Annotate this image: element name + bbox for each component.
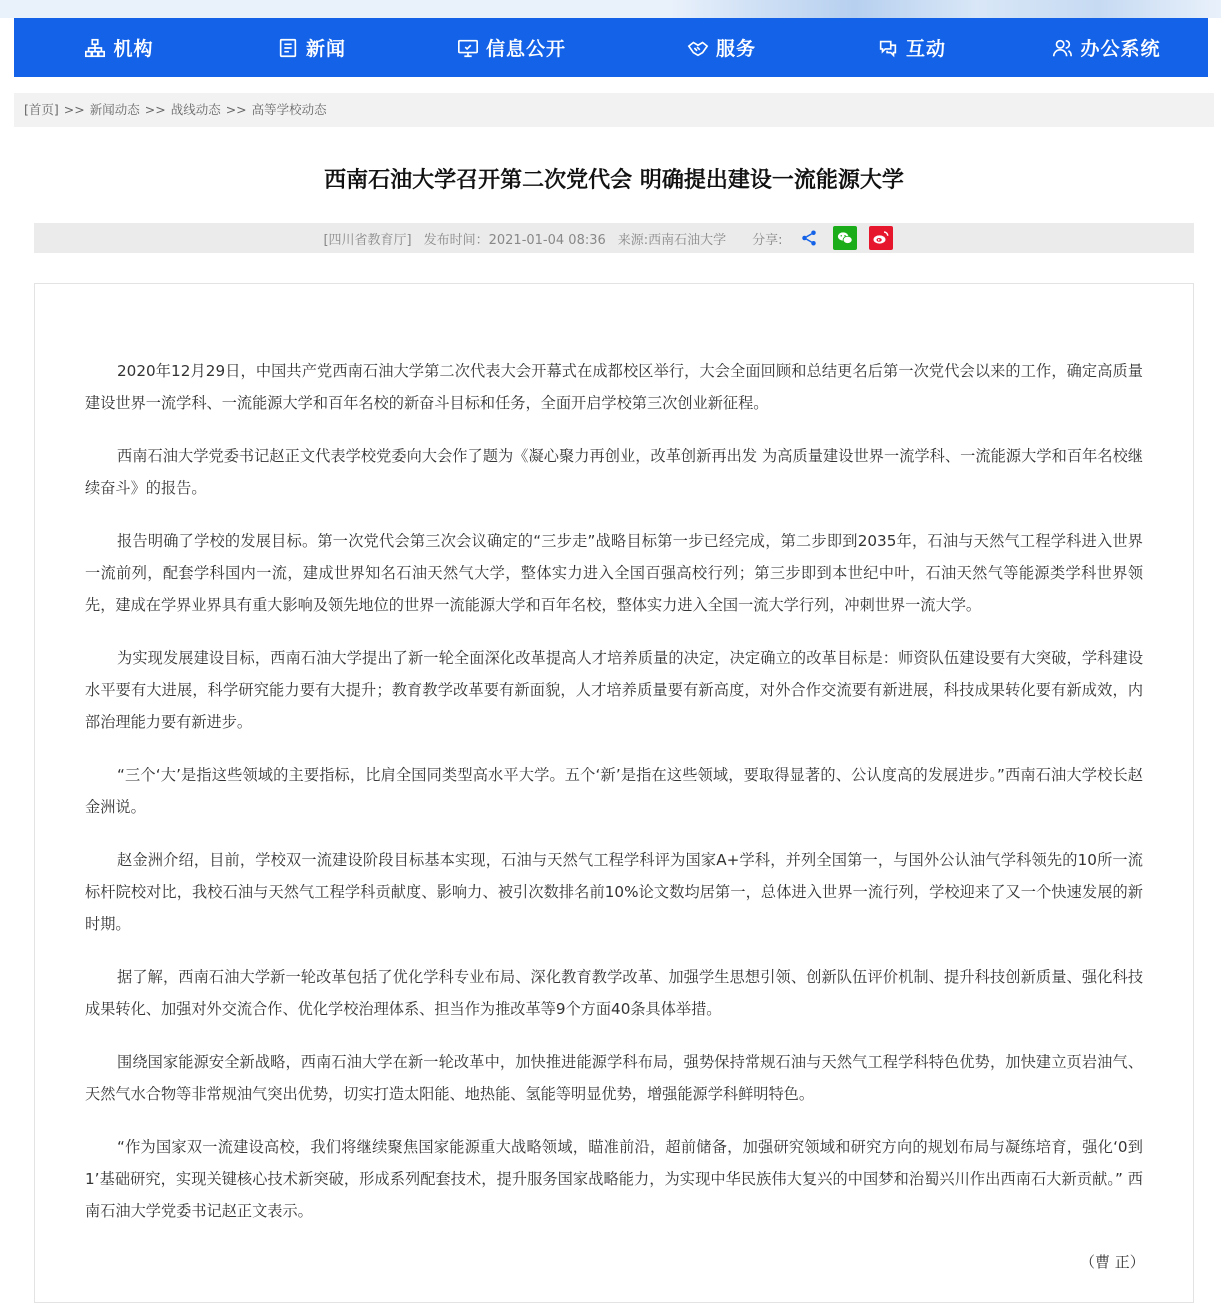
article-author: （曹 正） <box>1080 1253 1145 1271</box>
paragraph: 据了解，西南石油大学新一轮改革包括了优化学科专业布局、深化教育教学改革、加强学生思想引领、创新队伍评价机制、提升科技创新质量、强化科技成果转化、加强对外交流合作、优化学校治理体系、担当作为推改革等9个方面40条具体举措。 <box>85 968 1143 1018</box>
nav-label: 办公系统 <box>1080 38 1161 60</box>
paragraph: 围绕国家能源安全新战略，西南石油大学在新一轮改革中，加快推进能源学科布局，强势保持常规石油与天然气工程学科特色优势，加快建立页岩油气、天然气水合物等非常规油气突出优势，切实打造太阳能、地热能、氢能等明显优势，增强能源学科鲜明特色。 <box>85 1053 1143 1103</box>
paragraph: 报告明确了学校的发展目标。第一次党代会第三次会议确定的“三步走”战略目标第一步已经完成，第二步即到2035年，石油与天然气工程学科进入世界一流前列，配套学科国内一流，建成世界知名石油天然气大学，整体实力进入全国百强高校行列；第三步即到本世纪中叶，石油天然气等能源类学科世界领先，建成在学界业界具有重大影响及领先地位的世界一流能源大学和百年名校，整体实力进入全国一流大学行列，冲刺世界一流大学。 <box>85 532 1143 614</box>
wechat-share-icon[interactable] <box>833 226 857 250</box>
nav-item-interact[interactable] <box>819 18 1004 77</box>
breadcrumb-home[interactable]: [首页] <box>24 102 59 117</box>
nav-item-org[interactable] <box>14 18 224 77</box>
article-meta <box>34 223 1194 253</box>
handshake-icon <box>687 37 709 59</box>
users-icon <box>1051 37 1073 59</box>
source: 来源:西南石油大学 <box>617 232 727 248</box>
breadcrumb-frontline[interactable]: 战线动态 <box>170 102 221 117</box>
paragraph: 为实现发展建设目标，西南石油大学提出了新一轮全面深化改革提高人才培养质量的决定，决定确立的改革目标是：师资队伍建设要有大突破，学科建设水平要有大进展，科学研究能力要有大提升；教育教学改革要有新面貌，人才培养质量要有新高度，对外合作交流要有新进展，科技成果转化要有新成效，内部治理能力要有新进步。 <box>85 649 1143 731</box>
nav-label: 服务 <box>715 38 756 60</box>
breadcrumb-sep: >> <box>144 102 166 117</box>
breadcrumb-news[interactable]: 新闻动态 <box>89 102 140 117</box>
newspaper-icon <box>277 37 299 59</box>
monitor-icon <box>457 37 479 59</box>
nav-item-office[interactable] <box>1004 18 1208 77</box>
breadcrumb-universities[interactable]: 高等学校动态 <box>251 102 327 117</box>
nav-label: 互动 <box>905 38 946 60</box>
paragraph: “作为国家双一流建设高校，我们将继续聚焦国家能源重大战略领域，瞄准前沿，超前储备，加强研究领域和研究方向的规划布局与凝练培育，强化‘0到1’基础研究，实现关键核心技术新突破，形成系列配套技术，提升服务国家战略能力，为实现中华民族伟大复兴的中国梦和治蜀兴川作出西南石大新贡献。” 西南石油大学党委书记赵正文表示。 <box>85 1138 1143 1220</box>
breadcrumb <box>14 93 1214 127</box>
publish-time: 发布时间：2021-01-04 08:36 <box>423 232 606 248</box>
header-banner <box>0 0 1221 18</box>
breadcrumb-sep: >> <box>225 102 247 117</box>
nav-label: 机构 <box>113 38 154 60</box>
share-icon[interactable] <box>797 226 821 250</box>
nav-label: 新闻 <box>305 38 346 60</box>
breadcrumb-sep: >> <box>63 102 85 117</box>
nav-item-service[interactable] <box>624 18 819 77</box>
org-chart-icon <box>84 37 106 59</box>
main-nav <box>14 18 1208 77</box>
paragraph: 赵金洲介绍，目前，学校双一流建设阶段目标基本实现，石油与天然气工程学科评为国家A+学科，并列全国第一，与国外公认油气学科领先的10所一流标杆院校对比，我校石油与天然气工程学科贡献度、影响力、被引次数排名前10%论文数均居第一，总体进入世界一流行列，学校迎来了又一个快速发展的新时期。 <box>85 851 1143 933</box>
weibo-share-icon[interactable] <box>869 226 893 250</box>
paragraph: 2020年12月29日，中国共产党西南石油大学第二次代表大会开幕式在成都校区举行，大会全面回顾和总结更名后第一次党代会以来的工作，确定高质量建设世界一流学科、一流能源大学和百年名校的新奋斗目标和任务，全面开启学校第三次创业新征程。 <box>85 362 1143 412</box>
page-title: 西南石油大学召开第二次党代会 明确提出建设一流能源大学 <box>324 168 904 193</box>
nav-label: 信息公开 <box>485 38 566 60</box>
article-body <box>85 355 1143 1248</box>
nav-item-info[interactable] <box>399 18 624 77</box>
share-label: 分享: <box>752 232 783 248</box>
publisher: [四川省教育厅] <box>323 232 412 248</box>
paragraph: 西南石油大学党委书记赵正文代表学校党委向大会作了题为《凝心聚力再创业，改革创新再出发 为高质量建设世界一流学科、一流能源大学和百年名校继续奋斗》的报告。 <box>85 447 1143 497</box>
paragraph: “三个‘大’是指这些领域的主要指标，比肩全国同类型高水平大学。五个‘新’是指在这些领域，要取得显著的、公认度高的发展进步。”西南石油大学校长赵金洲说。 <box>85 766 1143 816</box>
chat-icon <box>877 37 899 59</box>
nav-item-news[interactable] <box>224 18 399 77</box>
